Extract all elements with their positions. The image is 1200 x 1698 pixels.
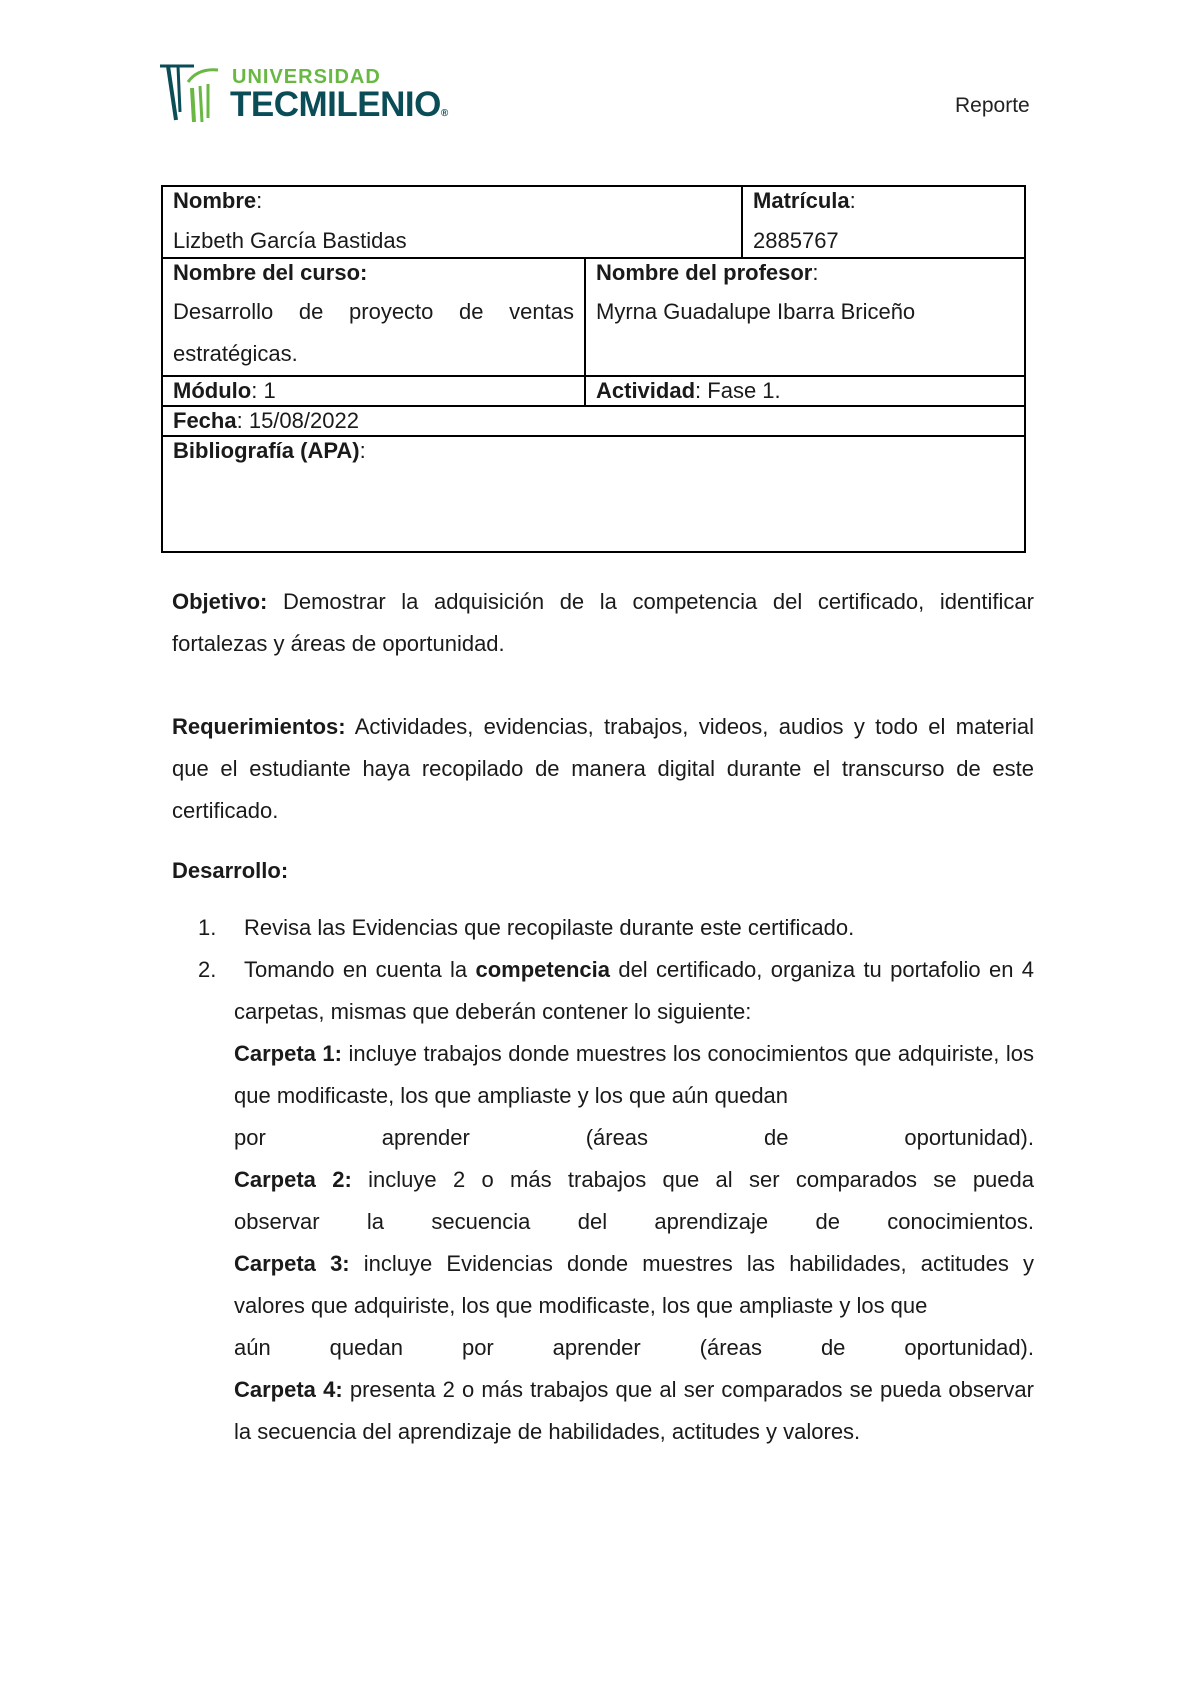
carpeta-4-label: Carpeta 4: [234,1377,343,1402]
objetivo-paragraph [172,581,1034,665]
list-item-1 [172,907,1034,949]
list-item-2-number: 2. [198,957,217,982]
university-logo [158,62,458,124]
nombre-value: Lizbeth García Bastidas [173,228,407,253]
list-item-2-text [234,949,1034,1033]
carpeta-2 [234,1159,1034,1243]
curso-label: Nombre del curso: [173,260,368,285]
curso-value-line1: Desarrollo de proyecto de ventas [173,299,574,324]
logo-registered-mark: ® [440,108,448,119]
actividad-value: Fase 1. [707,378,781,403]
modulo-label: Módulo [173,378,252,403]
carpeta-2-text-a: incluye 2 o más trabajos que al ser comparados se pueda [368,1167,1034,1192]
profesor-cell: Nombre del profesor: Myrna Guadalupe Ibarra Briceño [585,258,1025,376]
fecha-label: Fecha [173,408,237,433]
carpeta-1-text-b: por aprender (áreas de oportunidad). [234,1125,1034,1150]
item2-post: del certificado, organiza tu portafolio en 4 carpetas, mismas que deberán contener lo siguiente: [234,957,1034,1024]
logo-name: TECMILENIO [230,85,441,124]
nombre-cell: Nombre: Lizbeth García Bastidas [162,186,742,258]
list-item-1-text: Revisa las Evidencias que recopilaste durante este certificado. [244,915,855,940]
curso-cell [162,258,585,376]
carpeta-3-text-a: incluye Evidencias donde muestres las habilidades, actitudes y valores que adquiriste, los que modificaste, los que ampliaste y los que [234,1251,1034,1318]
carpeta-3-text-b: aún quedan por aprender (áreas de oportunidad). [234,1335,1034,1360]
matricula-cell: Matrícula: 2885767 [742,186,1025,258]
bibliografia-label: Bibliografía (APA) [173,438,360,463]
modulo-value: 1 [263,378,276,403]
carpeta-3 [234,1243,1034,1369]
matricula-label: Matrícula [753,188,850,213]
carpeta-4 [234,1369,1034,1453]
logo-university-text: UNIVERSIDAD [232,66,381,88]
student-info-table [161,185,1026,553]
list-item-2 [172,949,1034,1453]
list-item-1-number: 1. [198,915,217,940]
carpeta-3-label: Carpeta 3: [234,1251,350,1276]
nombre-label: Nombre [173,188,257,213]
fecha-cell: Fecha: 15/08/2022 [162,406,1025,436]
fecha-value: 15/08/2022 [248,408,359,433]
carpeta-1-text-a: incluye trabajos donde muestres los conocimientos que adquiriste, los que modificaste, los que ampliaste y los que aún quedan [234,1041,1034,1108]
objetivo-text: Demostrar la adquisición de la competencia del certificado, identificar fortalezas y áreas de oportunidad. [172,589,1034,656]
bibliografia-cell: Bibliografía (APA): [162,436,1025,552]
carpeta-1-label: Carpeta 1: [234,1041,342,1066]
carpeta-4-text: presenta 2 o más trabajos que al ser comparados se pueda observar la secuencia del aprendizaje de habilidades, actitudes y valores. [234,1377,1034,1444]
item2-competencia: competencia [475,957,610,982]
desarrollo-heading [172,850,1034,892]
modulo-cell: Módulo: 1 [162,376,585,406]
carpeta-1 [234,1033,1034,1159]
requerimientos-paragraph [172,706,1034,832]
profesor-label: Nombre del profesor [596,260,813,285]
carpeta-2-text-b: observar la secuencia del aprendizaje de conocimientos. [234,1209,1034,1234]
requerimientos-text: Actividades, evidencias, trabajos, videos, audios y todo el material que el estudiante haya recopilado de manera digital durante el transcurso de este certificado. [172,714,1034,823]
actividad-cell: Actividad: Fase 1. [585,376,1025,406]
logo-emblem-icon [158,62,228,124]
objetivo-label: Objetivo: [172,589,268,614]
carpeta-2-label: Carpeta 2: [234,1167,352,1192]
requerimientos-label: Requerimientos: [172,714,346,739]
curso-value-line2: estratégicas. [173,341,298,366]
logo-tecmilenio-text [230,86,448,133]
matricula-value: 2885767 [753,228,839,253]
report-label: Reporte [955,94,1030,117]
item2-pre: Tomando en cuenta la [244,957,468,982]
actividad-label: Actividad [596,378,696,403]
profesor-value: Myrna Guadalupe Ibarra Briceño [596,299,916,324]
desarrollo-label: Desarrollo: [172,858,289,883]
desarrollo-list [172,907,1034,1453]
